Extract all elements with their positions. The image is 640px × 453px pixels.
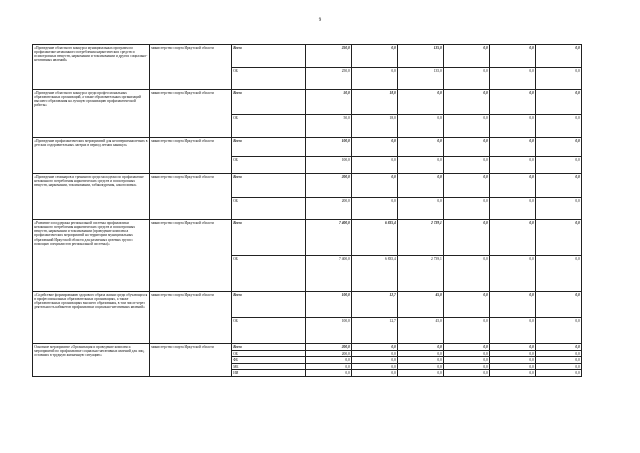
amount-cell: 0,0 — [444, 292, 490, 318]
amount-cell: 0,0 — [490, 351, 536, 357]
amount-cell: 135,0 — [398, 68, 444, 90]
executor-cell: министерство спорта Иркутской области — [150, 138, 232, 174]
page-number: 9 — [318, 18, 322, 23]
table-row — [33, 174, 582, 198]
funding-source-cell: ФБ — [232, 357, 306, 363]
event-name-cell: Основное мероприятие «Организация и проведение комплекса мероприятий по профилактике социально-негативных явлений для лиц, оставших в трудную жизненную ситуацию» — [33, 344, 150, 377]
executor-cell: министерство спорта Иркутской области — [150, 344, 232, 377]
event-name-cell: «Развитие и поддержка региональной системы профилактики незаконного потребления наркотических средств и психотропных веществ, наркомании и токсикомании (проведение комплекса профилактических мероприятий на территории муниципальных образований Иркутской области для различных целевых групп с помощью специалистов региональной системы)» — [33, 220, 150, 292]
amount-cell: 2 739,1 — [398, 220, 444, 256]
amount-cell: 250,0 — [306, 45, 352, 68]
amount-cell: 0,0 — [444, 344, 490, 351]
budget-table-body — [33, 45, 582, 377]
amount-cell: 0,0 — [490, 256, 536, 292]
amount-cell: 0,0 — [536, 198, 582, 220]
amount-cell: 250,0 — [306, 68, 352, 90]
amount-cell: 0,0 — [490, 292, 536, 318]
amount-cell: 0,0 — [490, 370, 536, 376]
funding-source-cell: ОБ — [232, 68, 306, 90]
amount-cell: 0,0 — [536, 256, 582, 292]
amount-cell: 0,0 — [536, 45, 582, 68]
funding-source-cell: ИИ — [232, 370, 306, 376]
amount-cell: 0,0 — [398, 363, 444, 369]
amount-cell: 0,0 — [490, 357, 536, 363]
executor-cell: министерство спорта Иркутской области — [150, 292, 232, 344]
table-row — [33, 344, 582, 351]
amount-cell: 100,0 — [306, 138, 352, 157]
amount-cell: 0,0 — [536, 115, 582, 138]
amount-cell: 0,0 — [444, 174, 490, 198]
funding-source-cell: Всего — [232, 220, 306, 256]
funding-source-cell: ОБ — [232, 115, 306, 138]
amount-cell: 100,0 — [306, 318, 352, 344]
amount-cell: 0,0 — [352, 45, 398, 68]
amount-cell: 0,0 — [352, 351, 398, 357]
amount-cell: 0,0 — [536, 157, 582, 174]
amount-cell: 50,0 — [306, 115, 352, 138]
amount-cell: 200,0 — [306, 344, 352, 351]
funding-source-cell: ОБ — [232, 351, 306, 357]
amount-cell: 0,0 — [444, 138, 490, 157]
amount-cell: 0,0 — [444, 363, 490, 369]
amount-cell: 0,0 — [444, 157, 490, 174]
table-row — [33, 220, 582, 256]
amount-cell: 0,0 — [352, 357, 398, 363]
amount-cell: 200,0 — [306, 174, 352, 198]
amount-cell: 0,0 — [536, 138, 582, 157]
amount-cell: 0,0 — [444, 351, 490, 357]
amount-cell: 0,0 — [306, 370, 352, 376]
amount-cell: 0,0 — [490, 45, 536, 68]
amount-cell: 2 739,1 — [398, 256, 444, 292]
amount-cell: 200,0 — [306, 351, 352, 357]
amount-cell: 18,0 — [352, 90, 398, 115]
table-row — [33, 292, 582, 318]
amount-cell: 0,0 — [444, 357, 490, 363]
amount-cell: 0,0 — [490, 174, 536, 198]
amount-cell: 0,0 — [490, 363, 536, 369]
amount-cell: 0,0 — [398, 198, 444, 220]
amount-cell: 45,0 — [398, 292, 444, 318]
table-row — [33, 138, 582, 157]
amount-cell: 0,0 — [444, 256, 490, 292]
amount-cell: 0,0 — [306, 363, 352, 369]
amount-cell: 0,0 — [398, 138, 444, 157]
amount-cell: 0,0 — [536, 357, 582, 363]
amount-cell: 0,0 — [444, 115, 490, 138]
amount-cell: 0,0 — [352, 370, 398, 376]
amount-cell: 0,0 — [490, 198, 536, 220]
event-name-cell: «Проведение семинаров и тренингов среди молодежи по профилактике незаконного потребления наркотических средств и психотропных веществ, наркомании, токсикомании, табакокурения, алкоголизма» — [33, 174, 150, 220]
event-name-cell: «Проведение профилактических мероприятий для несовершеннолетних в детских оздоровительных лагерях в период летних каникул» — [33, 138, 150, 174]
amount-cell: 0,0 — [490, 157, 536, 174]
amount-cell: 0,0 — [444, 45, 490, 68]
amount-cell: 0,0 — [352, 138, 398, 157]
amount-cell: 0,0 — [398, 90, 444, 115]
amount-cell: 0,0 — [490, 344, 536, 351]
amount-cell: 0,0 — [490, 318, 536, 344]
amount-cell: 0,0 — [398, 174, 444, 198]
executor-cell: министерство спорта Иркутской области — [150, 45, 232, 90]
funding-source-cell: Всего — [232, 344, 306, 351]
amount-cell: 12,7 — [352, 318, 398, 344]
amount-cell: 0,0 — [398, 157, 444, 174]
amount-cell: 45,0 — [398, 318, 444, 344]
amount-cell: 0,0 — [536, 344, 582, 351]
amount-cell: 7 400,0 — [306, 256, 352, 292]
amount-cell: 18,0 — [352, 115, 398, 138]
funding-source-cell: Всего — [232, 138, 306, 157]
amount-cell: 0,0 — [490, 138, 536, 157]
amount-cell: 0,0 — [536, 292, 582, 318]
executor-cell: министерство спорта Иркутской области — [150, 220, 232, 292]
amount-cell: 0,0 — [536, 174, 582, 198]
amount-cell: 0,0 — [536, 351, 582, 357]
amount-cell: 0,0 — [490, 115, 536, 138]
amount-cell: 0,0 — [398, 344, 444, 351]
funding-source-cell: ОБ — [232, 157, 306, 174]
amount-cell: 0,0 — [444, 90, 490, 115]
table-row — [33, 90, 582, 115]
amount-cell: 100,0 — [306, 292, 352, 318]
amount-cell: 0,0 — [444, 370, 490, 376]
amount-cell: 0,0 — [398, 351, 444, 357]
executor-cell: министерство спорта Иркутской области — [150, 90, 232, 138]
amount-cell: 6 835,4 — [352, 220, 398, 256]
amount-cell: 0,0 — [536, 220, 582, 256]
table-row — [33, 45, 582, 68]
amount-cell: 50,0 — [306, 90, 352, 115]
event-name-cell: «Проведение областного конкурса среди профессиональных образовательных организаций, а также образовательных организаций высшего образования на лучшую организацию профилактической работы» — [33, 90, 150, 138]
amount-cell: 135,0 — [398, 45, 444, 68]
amount-cell: 0,0 — [444, 318, 490, 344]
amount-cell: 0,0 — [306, 357, 352, 363]
amount-cell: 0,0 — [536, 318, 582, 344]
funding-source-cell: Всего — [232, 45, 306, 68]
amount-cell: 7 400,0 — [306, 220, 352, 256]
amount-cell: 0,0 — [536, 370, 582, 376]
amount-cell: 100,0 — [306, 157, 352, 174]
amount-cell: 0,0 — [490, 68, 536, 90]
budget-table — [32, 44, 582, 377]
event-name-cell: «Проведение областного конкурса муниципальных программ по профилактике незаконного потребления наркотических средств и психотропных веществ, наркомании и токсикомании и других социально-негативных явлений» — [33, 45, 150, 90]
amount-cell: 0,0 — [352, 363, 398, 369]
amount-cell: 0,0 — [352, 157, 398, 174]
amount-cell: 0,0 — [398, 115, 444, 138]
funding-source-cell: ОБ — [232, 198, 306, 220]
funding-source-cell: Всего — [232, 292, 306, 318]
amount-cell: 0,0 — [352, 198, 398, 220]
amount-cell: 0,0 — [490, 90, 536, 115]
funding-source-cell: Всего — [232, 174, 306, 198]
amount-cell: 0,0 — [352, 174, 398, 198]
funding-source-cell: ОБ — [232, 256, 306, 292]
amount-cell: 200,0 — [306, 198, 352, 220]
funding-source-cell: ОБ — [232, 318, 306, 344]
funding-source-cell: Всего — [232, 90, 306, 115]
amount-cell: 6 835,4 — [352, 256, 398, 292]
amount-cell: 0,0 — [536, 90, 582, 115]
amount-cell: 0,0 — [444, 68, 490, 90]
amount-cell: 12,7 — [352, 292, 398, 318]
amount-cell: 0,0 — [444, 198, 490, 220]
event-name-cell: «Содействие формированию здорового образа жизни среди обучающихся в профессиональных образовательных организациях, а также образовательных организациях высшего образования, в том числе через деятельность кабинетов профилактики социально-негативных явлений» — [33, 292, 150, 344]
amount-cell: 0,0 — [536, 363, 582, 369]
amount-cell: 0,0 — [444, 220, 490, 256]
funding-source-cell: МБ — [232, 363, 306, 369]
amount-cell: 0,0 — [352, 68, 398, 90]
amount-cell: 0,0 — [352, 344, 398, 351]
amount-cell: 0,0 — [490, 220, 536, 256]
amount-cell: 0,0 — [536, 68, 582, 90]
amount-cell: 0,0 — [398, 357, 444, 363]
executor-cell: министерство спорта Иркутской области — [150, 174, 232, 220]
amount-cell: 0,0 — [398, 370, 444, 376]
